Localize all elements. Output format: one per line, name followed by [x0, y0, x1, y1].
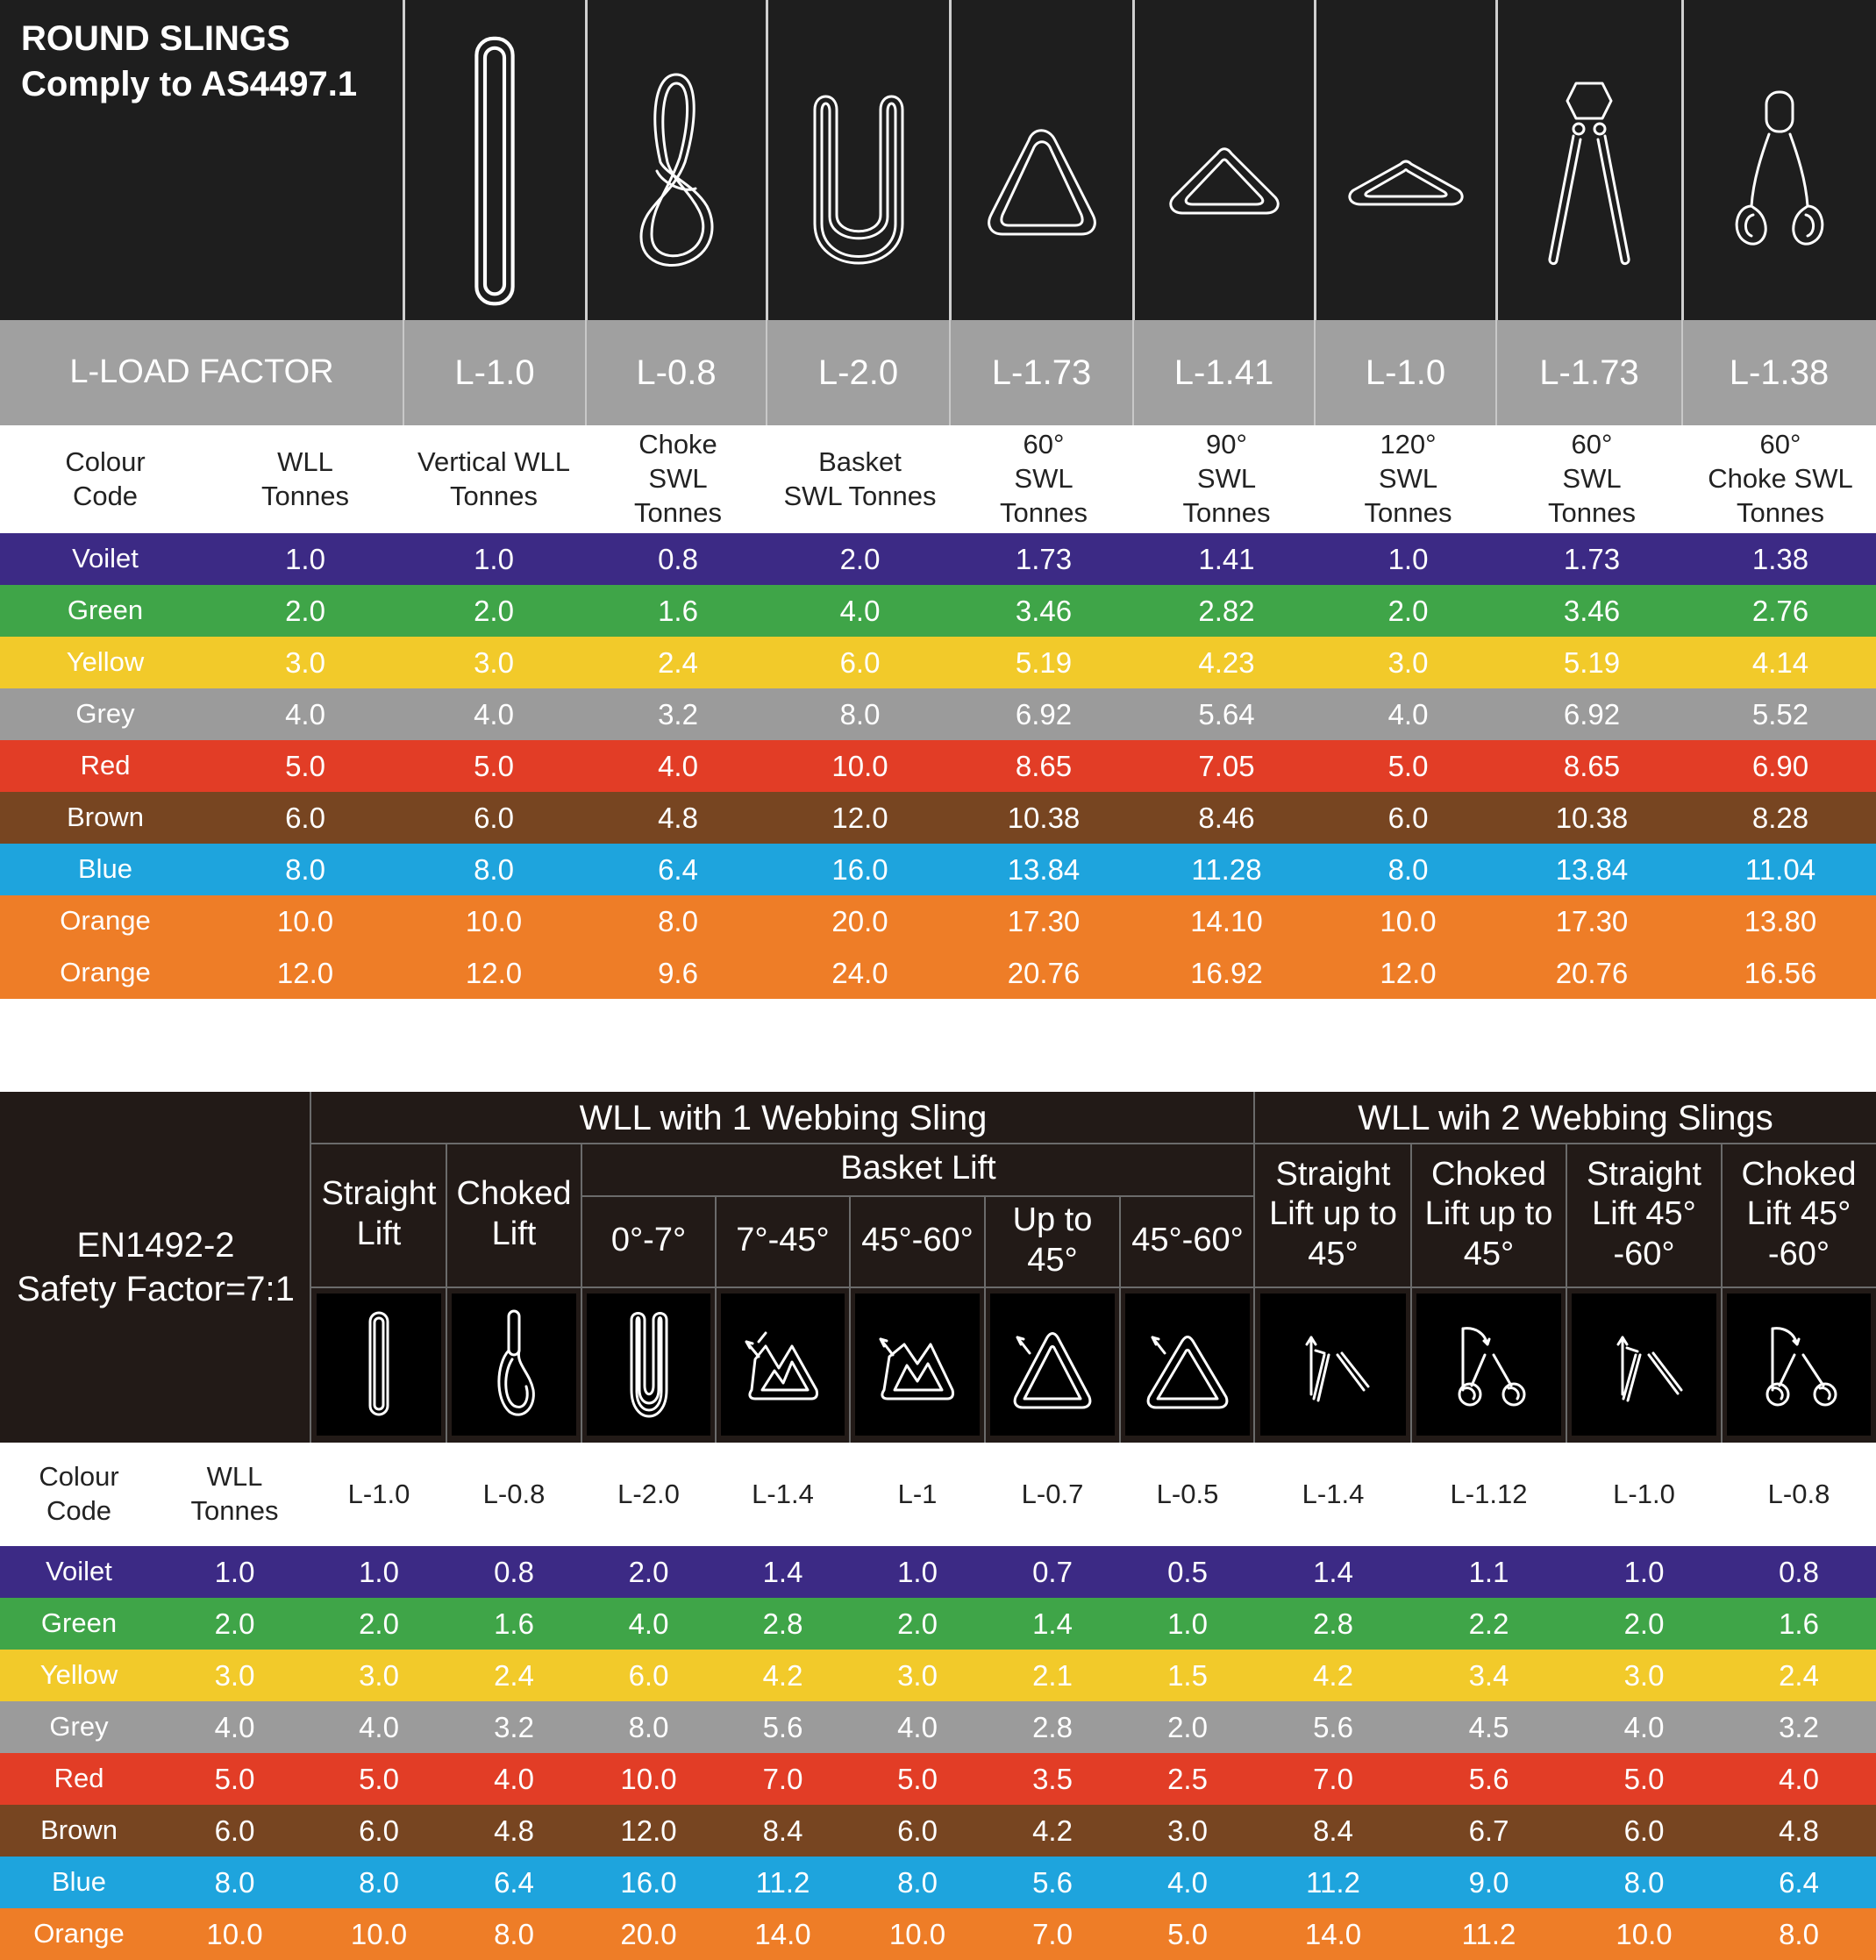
cell-value: 13.84	[1007, 852, 1081, 886]
cell-value: 7.0	[1313, 1762, 1353, 1795]
header-divider	[766, 0, 768, 320]
cell-value: 1.38	[1751, 542, 1809, 575]
choke-sling-icon	[615, 26, 738, 316]
header-divider	[1495, 0, 1498, 320]
cell-value: 4.2	[762, 1658, 803, 1692]
cell-value: 5.0	[359, 1762, 399, 1795]
cell-value: 13.84	[1555, 852, 1629, 886]
cell-value: 4.2	[1032, 1814, 1073, 1847]
column-header: Colour Code	[65, 445, 146, 511]
header-divider	[403, 0, 405, 320]
cell-value: 4.5	[1468, 1710, 1509, 1743]
cell-value: 1.41	[1198, 542, 1255, 575]
cell-value: 11.28	[1191, 852, 1262, 886]
two-straight-up-to-45-icon	[1289, 1298, 1377, 1429]
wll-header: WLL Tonnes	[190, 1461, 279, 1526]
column-header: Choke SWL Tonnes	[634, 429, 722, 528]
cell-value: 10.38	[1007, 801, 1081, 834]
cell-value: 8.65	[1015, 749, 1073, 782]
cell-value: 1.73	[1015, 542, 1073, 575]
cell-value: 9.6	[658, 956, 698, 989]
two-straight-45-60-icon	[1601, 1298, 1688, 1429]
load-factor-value: L-2.0	[617, 1478, 680, 1509]
cell-value: 3.2	[494, 1710, 534, 1743]
cell-value: 3.5	[1032, 1762, 1073, 1795]
load-factor-label: L-LOAD FACTOR	[69, 353, 334, 391]
header-divider	[1314, 0, 1316, 320]
load-factor-value: L-2.0	[817, 353, 899, 392]
cell-value: 3.0	[897, 1658, 938, 1692]
cell-value: 8.0	[1387, 852, 1429, 886]
cell-value: 2.4	[658, 645, 698, 679]
column-header: Choked Lift up to 45°	[1424, 1155, 1553, 1272]
colour-code: Blue	[77, 853, 133, 885]
load-factor-value: L-0.8	[482, 1478, 546, 1509]
cell-value: 8.0	[474, 852, 514, 886]
header-divider	[1132, 0, 1135, 320]
cell-value: 6.90	[1751, 749, 1809, 782]
page-title	[21, 16, 357, 107]
header-divider	[1681, 0, 1684, 320]
cell-value: 14.10	[1190, 904, 1263, 937]
cell-value: 12.0	[620, 1814, 677, 1847]
cell-value: 3.0	[359, 1658, 399, 1692]
triangle-60-sling-icon	[981, 26, 1103, 316]
colour-code: Green	[67, 595, 144, 626]
cell-value: 4.0	[658, 749, 698, 782]
cell-value: 2.0	[1387, 594, 1429, 627]
cell-value: 20.76	[1007, 956, 1081, 989]
load-factor-value: L-1.0	[454, 353, 535, 392]
group-header-1: WLL with 1 Webbing Sling	[579, 1099, 988, 1137]
cell-value: 3.2	[1779, 1710, 1819, 1743]
cell-value: 4.8	[1779, 1814, 1819, 1847]
cell-value: 8.28	[1751, 801, 1809, 834]
cell-value: 3.46	[1015, 594, 1073, 627]
cell-value: 1.4	[762, 1555, 803, 1588]
triangle-90-sling-icon	[1163, 26, 1286, 316]
cell-value: 4.0	[1387, 697, 1429, 731]
column-header: Choked Lift 45° -60°	[1741, 1155, 1857, 1272]
basket-45-60-icon	[874, 1298, 961, 1429]
load-factor-value: L-1.73	[991, 353, 1092, 392]
cell-value: 10.38	[1555, 801, 1629, 834]
cell-value: 0.8	[494, 1555, 534, 1588]
cell-value: 7.0	[1032, 1917, 1073, 1950]
cell-value: 5.0	[1167, 1917, 1208, 1950]
column-header: Straight Lift	[321, 1175, 437, 1252]
load-factor-value: L-1.0	[347, 1478, 410, 1509]
cell-value: 4.14	[1751, 645, 1809, 679]
colour-code: Red	[53, 1763, 104, 1794]
column-header: Choked Lift	[456, 1175, 572, 1252]
cell-value: 8.0	[628, 1710, 669, 1743]
load-factor-value: L-1.38	[1729, 353, 1830, 392]
cell-value: 7.0	[762, 1762, 803, 1795]
colour-code-header: Colour Code	[39, 1461, 119, 1526]
cell-value: 5.6	[1468, 1762, 1509, 1795]
cell-value: 2.0	[1167, 1710, 1208, 1743]
column-header: 7°-45°	[736, 1222, 830, 1259]
cell-value: 6.0	[628, 1658, 669, 1692]
column-header: 60° SWL Tonnes	[1000, 429, 1088, 528]
cell-value: 5.0	[1387, 749, 1429, 782]
triangle-45-60-icon	[1144, 1298, 1231, 1429]
cell-value: 4.0	[839, 594, 881, 627]
colour-code: Orange	[33, 1918, 125, 1949]
cell-value: 3.0	[285, 645, 325, 679]
cell-value: 6.4	[494, 1865, 534, 1899]
cell-value: 10.0	[276, 904, 334, 937]
cell-value: 16.0	[831, 852, 888, 886]
cell-value: 1.4	[1032, 1607, 1073, 1640]
cell-value: 8.0	[897, 1865, 938, 1899]
column-header: 90° SWL Tonnes	[1182, 429, 1271, 528]
cell-value: 4.0	[897, 1710, 938, 1743]
cell-value: 4.0	[359, 1710, 399, 1743]
cell-value: 20.0	[831, 904, 888, 937]
choked-lift-icon	[470, 1298, 558, 1429]
cell-value: 0.5	[1167, 1555, 1208, 1588]
colour-code: Green	[40, 1607, 118, 1639]
vertical-sling-icon	[433, 26, 556, 316]
cell-value: 11.2	[1306, 1865, 1360, 1899]
cell-value: 2.82	[1198, 594, 1255, 627]
cell-value: 4.0	[474, 697, 514, 731]
two-leg-sling-icon	[1528, 26, 1651, 316]
cell-value: 2.76	[1751, 594, 1809, 627]
colour-code: Brown	[67, 802, 144, 833]
cell-value: 2.5	[1167, 1762, 1208, 1795]
cell-value: 11.04	[1744, 852, 1816, 886]
cell-value: 2.0	[897, 1607, 938, 1640]
cell-value: 10.0	[888, 1917, 946, 1950]
column-header: Up to 45°	[1012, 1201, 1093, 1279]
cell-value: 12.0	[831, 801, 888, 834]
cell-value: 8.46	[1198, 801, 1255, 834]
cell-value: 4.0	[628, 1607, 669, 1640]
cell-value: 5.0	[1623, 1762, 1665, 1795]
cell-value: 6.92	[1015, 697, 1073, 731]
cell-value: 1.0	[897, 1555, 938, 1588]
load-factor-value: L-1	[897, 1478, 938, 1509]
cell-value: 4.23	[1198, 645, 1255, 679]
cell-value: 2.0	[359, 1607, 399, 1640]
cell-value: 24.0	[831, 956, 888, 989]
cell-value: 3.0	[1623, 1658, 1665, 1692]
straight-lift-icon	[335, 1298, 423, 1429]
cell-value: 6.92	[1563, 697, 1621, 731]
cell-value: 8.4	[762, 1814, 803, 1847]
cell-value: 6.0	[359, 1814, 399, 1847]
cell-value: 0.8	[658, 542, 698, 575]
column-header: 60° Choke SWL Tonnes	[1708, 429, 1853, 528]
cell-value: 2.0	[285, 594, 325, 627]
cell-value: 8.65	[1563, 749, 1621, 782]
cell-value: 6.0	[214, 1814, 255, 1847]
column-header: Vertical WLL Tonnes	[417, 445, 570, 511]
cell-value: 8.4	[1313, 1814, 1353, 1847]
cell-value: 4.0	[1623, 1710, 1665, 1743]
cell-value: 6.0	[839, 645, 881, 679]
group-header-2: WLL wih 2 Webbing Slings	[1358, 1099, 1773, 1137]
triangle-up-to-45-icon	[1009, 1298, 1096, 1429]
cell-value: 10.0	[1616, 1917, 1673, 1950]
load-factor-value: L-1.73	[1539, 353, 1639, 392]
cell-value: 4.0	[494, 1762, 534, 1795]
cell-value: 5.19	[1015, 645, 1073, 679]
cell-value: 8.0	[1779, 1917, 1819, 1950]
load-factor-value: L-1.0	[1613, 1478, 1675, 1509]
cell-value: 5.0	[474, 749, 514, 782]
column-header: Straight Lift 45° -60°	[1587, 1155, 1701, 1272]
cell-value: 2.0	[628, 1555, 669, 1588]
cell-value: 4.0	[214, 1710, 255, 1743]
cell-value: 8.0	[214, 1865, 255, 1899]
cell-value: 2.4	[494, 1658, 534, 1692]
cell-value: 8.0	[1623, 1865, 1665, 1899]
cell-value: 17.30	[1555, 904, 1629, 937]
cell-value: 2.0	[474, 594, 514, 627]
cell-value: 6.0	[897, 1814, 938, 1847]
column-header: WLL Tonnes	[261, 445, 349, 511]
table-subtitle: Comply to AS4497.1	[21, 65, 358, 103]
column-header: Straight Lift up to 45°	[1269, 1155, 1397, 1272]
grid-line	[311, 1286, 1876, 1288]
cell-value: 10.0	[206, 1917, 263, 1950]
cell-value: 3.2	[658, 697, 698, 731]
cell-value: 4.0	[285, 697, 325, 731]
cell-value: 11.2	[1461, 1917, 1516, 1950]
cell-value: 5.0	[214, 1762, 255, 1795]
cell-value: 5.6	[1032, 1865, 1073, 1899]
colour-code: Yellow	[66, 646, 145, 678]
cell-value: 2.0	[839, 542, 881, 575]
cell-value: 2.2	[1468, 1607, 1509, 1640]
two-leg-choke-sling-icon	[1718, 26, 1841, 316]
cell-value: 12.0	[1380, 956, 1437, 989]
colour-code: Orange	[60, 905, 151, 937]
cell-value: 3.0	[474, 645, 514, 679]
basket-sling-icon	[797, 26, 920, 316]
cell-value: 1.0	[285, 542, 325, 575]
cell-value: 16.0	[620, 1865, 677, 1899]
load-factor-value: L-0.7	[1021, 1478, 1084, 1509]
load-factor-value: L-1.12	[1450, 1478, 1528, 1509]
column-header: 45°-60°	[1131, 1222, 1244, 1259]
colour-code: Blue	[51, 1866, 107, 1898]
cell-value: 1.5	[1167, 1658, 1208, 1692]
cell-value: 2.0	[214, 1607, 255, 1640]
cell-value: 2.4	[1779, 1658, 1819, 1692]
cell-value: 1.0	[214, 1555, 255, 1588]
cell-value: 13.80	[1744, 904, 1817, 937]
colour-code: Yellow	[39, 1659, 118, 1691]
header-divider	[585, 0, 588, 320]
cell-value: 8.0	[494, 1917, 534, 1950]
header-divider	[949, 0, 952, 320]
cell-value: 17.30	[1007, 904, 1081, 937]
cell-value: 0.8	[1779, 1555, 1819, 1588]
cell-value: 11.2	[755, 1865, 810, 1899]
cell-value: 20.0	[620, 1917, 677, 1950]
cell-value: 5.0	[897, 1762, 938, 1795]
cell-value: 10.0	[831, 749, 888, 782]
cell-value: 1.0	[474, 542, 514, 575]
cell-value: 2.1	[1032, 1658, 1073, 1692]
cell-value: 16.56	[1744, 956, 1817, 989]
cell-value: 3.0	[214, 1658, 255, 1692]
basket-7-45-icon	[739, 1298, 827, 1429]
column-header: 60° SWL Tonnes	[1548, 429, 1636, 528]
cell-value: 1.0	[1167, 1607, 1208, 1640]
colour-code: Voilet	[72, 543, 139, 574]
cell-value: 10.0	[465, 904, 523, 937]
column-header: 0°-7°	[610, 1222, 687, 1259]
two-choked-45-60-icon	[1755, 1298, 1843, 1429]
basket-lift-header: Basket Lift	[840, 1150, 996, 1187]
load-factor-value: L-1.0	[1365, 353, 1446, 392]
cell-value: 4.8	[658, 801, 698, 834]
cell-value: 6.0	[1387, 801, 1429, 834]
column-header: Basket SWL Tonnes	[783, 445, 937, 511]
cell-value: 10.0	[1380, 904, 1437, 937]
two-choked-up-to-45-icon	[1445, 1298, 1533, 1429]
cell-value: 6.4	[658, 852, 698, 886]
table-title: ROUND SLINGS	[21, 19, 290, 58]
cell-value: 4.0	[1167, 1865, 1208, 1899]
colour-code: Orange	[60, 957, 151, 988]
cell-value: 2.8	[762, 1607, 803, 1640]
cell-value: 1.0	[1623, 1555, 1665, 1588]
load-factor-value: L-1.4	[1302, 1478, 1365, 1509]
cell-value: 9.0	[1468, 1865, 1509, 1899]
load-factor-value: L-1.41	[1173, 353, 1274, 392]
colour-code: Grey	[75, 698, 135, 730]
cell-value: 16.92	[1190, 956, 1263, 989]
cell-value: 3.4	[1468, 1658, 1509, 1692]
cell-value: 3.46	[1563, 594, 1621, 627]
cell-value: 3.0	[1387, 645, 1429, 679]
colour-code: Red	[80, 750, 131, 781]
cell-value: 20.76	[1555, 956, 1629, 989]
cell-value: 1.4	[1313, 1555, 1353, 1588]
cell-value: 2.8	[1032, 1710, 1073, 1743]
cell-value: 12.0	[276, 956, 334, 989]
cell-value: 8.0	[359, 1865, 399, 1899]
load-factor-value: L-0.5	[1156, 1478, 1219, 1509]
cell-value: 14.0	[1304, 1917, 1362, 1950]
cell-value: 12.0	[465, 956, 523, 989]
cell-value: 6.0	[474, 801, 514, 834]
cell-value: 1.0	[359, 1555, 399, 1588]
cell-value: 4.8	[494, 1814, 534, 1847]
colour-code: Brown	[40, 1814, 118, 1846]
cell-value: 7.05	[1198, 749, 1255, 782]
cell-value: 6.7	[1468, 1814, 1509, 1847]
column-header: 45°-60°	[861, 1222, 974, 1259]
cell-value: 1.73	[1563, 542, 1621, 575]
cell-value: 10.0	[620, 1762, 677, 1795]
cell-value: 1.6	[1779, 1607, 1819, 1640]
cell-value: 8.0	[658, 904, 698, 937]
cell-value: 5.19	[1563, 645, 1621, 679]
load-factor-value: L-1.4	[752, 1478, 814, 1509]
cell-value: 3.0	[1167, 1814, 1208, 1847]
cell-value: 10.0	[350, 1917, 408, 1950]
cell-value: 4.2	[1313, 1658, 1353, 1692]
standard-label: EN1492-2 Safety Factor=7:1	[17, 1226, 295, 1308]
cell-value: 8.0	[285, 852, 325, 886]
cell-value: 5.6	[762, 1710, 803, 1743]
cell-value: 1.6	[494, 1607, 534, 1640]
colour-code: Voilet	[46, 1556, 112, 1587]
load-factor-value: L-0.8	[1767, 1478, 1830, 1509]
cell-value: 1.6	[658, 594, 698, 627]
cell-value: 4.0	[1779, 1762, 1819, 1795]
cell-value: 6.0	[1623, 1814, 1665, 1847]
cell-value: 2.8	[1313, 1607, 1353, 1640]
cell-value: 5.52	[1751, 697, 1809, 731]
triangle-120-sling-icon	[1345, 26, 1467, 316]
cell-value: 5.64	[1198, 697, 1255, 731]
cell-value: 2.0	[1623, 1607, 1665, 1640]
colour-code: Grey	[49, 1711, 109, 1743]
cell-value: 1.1	[1468, 1555, 1509, 1588]
cell-value: 0.7	[1032, 1555, 1073, 1588]
cell-value: 8.0	[839, 697, 881, 731]
cell-value: 6.4	[1779, 1865, 1819, 1899]
load-factor-value: L-0.8	[636, 353, 717, 392]
basket-0-7-icon	[605, 1298, 693, 1429]
cell-value: 1.0	[1387, 542, 1429, 575]
cell-value: 6.0	[285, 801, 325, 834]
cell-value: 5.0	[285, 749, 325, 782]
cell-value: 14.0	[754, 1917, 811, 1950]
column-header: 120° SWL Tonnes	[1364, 429, 1452, 528]
cell-value: 5.6	[1313, 1710, 1353, 1743]
